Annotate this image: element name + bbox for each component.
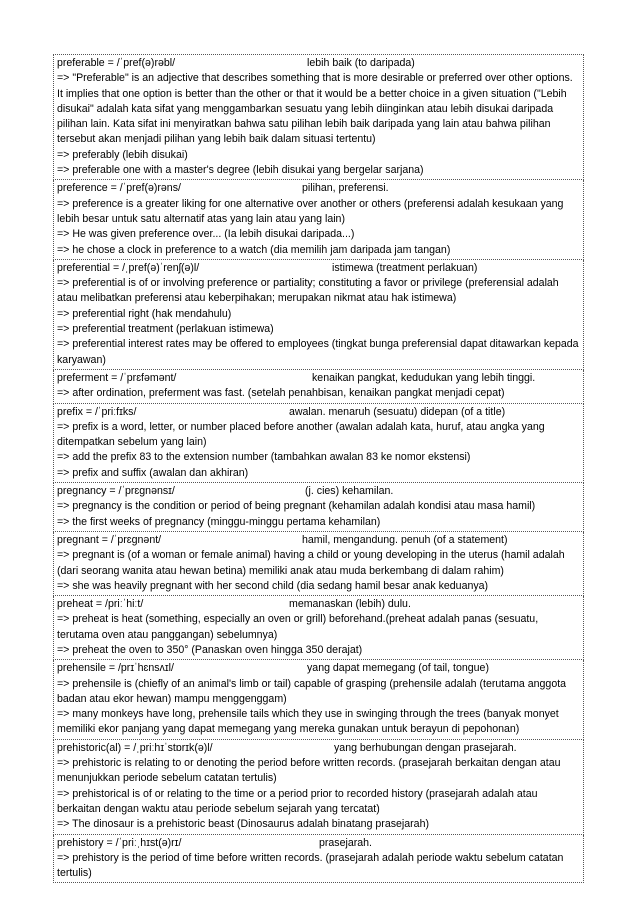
dictionary-entry xyxy=(53,260,584,370)
entry-example-line: => preferential is of or involving preference or partiality; constituting a favor or privilege (preferensial adalah atau melibatkan preferensi atau keberpihakan; merupakan nikmat atau hak istimewa) xyxy=(57,277,559,305)
entry-term: pregnancy = /ˈprɛgnənsɪ/ xyxy=(57,485,175,498)
entry-meaning: hamil, mengandung. penuh (of a statement) xyxy=(302,533,508,546)
entry-headline xyxy=(57,56,580,71)
entry-term: prefix = /ˈpriːfɪks/ xyxy=(57,405,137,418)
entry-meaning: pilihan, preferensi. xyxy=(302,182,389,195)
entry-term: prehensile = /prɪˈhɛnsʌɪl/ xyxy=(57,662,174,675)
entry-meaning: yang berhubungan dengan prasejarah. xyxy=(334,741,517,754)
entry-headline xyxy=(57,533,580,548)
entry-term: preferential = /ˌpref(ə)ˈrenʃ(ə)l/ xyxy=(57,261,200,274)
entry-meaning: kenaikan pangkat, kedudukan yang lebih tinggi. xyxy=(312,371,536,384)
entry-headline xyxy=(57,597,580,612)
entry-example-line: => prefix is a word, letter, or number placed before another (awalan adalah kata, huruf, atau angka yang ditempatkan sebelum yang lain) xyxy=(57,420,545,449)
entry-headline xyxy=(57,261,580,276)
entry-example-line: => the first weeks of pregnancy (minggu-minggu pertama kehamilan) xyxy=(57,515,381,528)
dictionary-entry xyxy=(53,180,584,259)
entry-example-line: => preheat is heat (something, especially an oven or grill) beforehand.(preheat adalah panas (sesuatu, terutama oven atau panggangan) sebelumnya) xyxy=(57,613,539,641)
dictionary-entry xyxy=(53,54,584,180)
entry-example-line: => prehensile is (chiefly of an animal's limb or tail) capable of grasping (prehensile adalah (terutama anggota badan atau ekor hewan) mampu menggenggam) xyxy=(57,677,567,705)
entry-meaning: memanaskan (lebih) dulu. xyxy=(289,598,411,611)
entry-example-line: => prehistorical is of or relating to the time or a period prior to recorded history (prasejarah adalah atau berkaitan dengan waktu atau periode sebelum sejarah yang tercatat) xyxy=(57,787,538,815)
dictionary-entry xyxy=(53,835,584,884)
dictionary-entry xyxy=(53,660,584,739)
entry-headline xyxy=(57,181,580,196)
entry-example-line: => prefix and suffix (awalan dan akhiran) xyxy=(57,466,249,479)
entry-example-line: => preferential interest rates may be offered to employees (tingkat bunga preferensial dapat ditawarkan kepada karyawan) xyxy=(57,338,579,366)
entry-example-line: => add the prefix 83 to the extension number (tambahkan awalan 83 ke nomor ekstensi) xyxy=(57,451,471,464)
dictionary-entry xyxy=(53,370,584,404)
entry-term: preferable = /ˈpref(ə)rəbl/ xyxy=(57,57,176,69)
entry-example-line: => "Preferable" is an adjective that describes something that is more desirable or preferred over other options. It implies that one option is better than the other or that it would be a better choice in a given situation ("Lebih disukai" adalah kata sifat yang menggambarkan sesuatu yang lebih diinginkan atau lebih disukai daripada pilihan lain. Kata sifat ini menyiratkan bahwa satu pilihan lebih baik daripada yang lain atau bahwa pilihan tersebut akan menjadi pilihan yang lebih baik dalam situasi tertentu) xyxy=(57,72,573,146)
entry-meaning: yang dapat memegang (of tail, tongue) xyxy=(307,662,489,675)
entry-example-line: => after ordination, preferment was fast. (setelah penahbisan, kenaikan pangkat menjadi cepat) xyxy=(57,387,505,400)
entry-headline xyxy=(57,484,580,499)
entry-example-line: => preferential right (hak mendahulu) xyxy=(57,307,232,320)
entry-example-line: => preferential treatment (perlakuan istimewa) xyxy=(57,323,274,336)
entry-term: prehistory = /ˈpriːˌhɪst(ə)rɪ/ xyxy=(57,836,182,849)
entry-headline xyxy=(57,371,580,386)
entry-example-line: => prehistory is the period of time before written records. (prasejarah adalah periode waktu sebelum catatan tertulis) xyxy=(57,851,564,880)
entry-meaning: awalan. menaruh (sesuatu) didepan (of a title) xyxy=(289,405,506,418)
entry-example-line: => He was given preference over... (Ia lebih disukai daripada...) xyxy=(57,228,355,241)
entry-meaning: istimewa (treatment perlakuan) xyxy=(332,261,478,274)
entry-term: prehistoric(al) = /ˌpriːhɪˈstɒrɪk(ə)l/ xyxy=(57,741,213,754)
dictionary-entries xyxy=(53,54,584,883)
entry-headline xyxy=(57,661,580,676)
entry-example-line: => she was heavily pregnant with her second child (dia sedang hamil besar anak keduanya) xyxy=(57,579,489,592)
entry-example-line: => many monkeys have long, prehensile tails which they use in swinging through the trees (banyak monyet memiliki ekor panjang yang dapat memegang yang mereka gunakan untuk berayun di pepohonan) xyxy=(57,708,559,736)
dictionary-entry xyxy=(53,596,584,660)
entry-term: preheat = /priːˈhiːt/ xyxy=(57,598,144,611)
entry-example-line: => preferable one with a master's degree (lebih disukai yang bergelar sarjana) xyxy=(57,164,424,177)
entry-headline xyxy=(57,836,580,851)
entry-example-line: => preheat the oven to 350° (Panaskan oven hingga 350 derajat) xyxy=(57,643,363,656)
entry-example-line: => pregnancy is the condition or period of being pregnant (kehamilan adalah kondisi atau masa hamil) xyxy=(57,500,536,513)
entry-example-line: => pregnant is (of a woman or female animal) having a child or young developing in the uterus (hamil adalah (dari seorang wanita atau hewan betina) memiliki anak atau muda berkembang di dalam rahim) xyxy=(57,549,565,577)
entry-term: pregnant = /ˈprɛgnənt/ xyxy=(57,533,162,546)
entry-headline xyxy=(57,405,580,420)
entry-example-line: => prehistoric is relating to or denoting the period before written records. (prasejarah berkaitan dengan atau menunjukkan periode sebelum catatan tertulis) xyxy=(57,757,561,785)
dictionary-entry xyxy=(53,404,584,483)
entry-example-line: => preferably (lebih disukai) xyxy=(57,148,188,161)
entry-example-line: => The dinosaur is a prehistoric beast (Dinosaurus adalah binatang prasejarah) xyxy=(57,818,429,831)
entry-term: preferment = /ˈprɛfəmənt/ xyxy=(57,371,177,384)
entry-term: preference = /ˈpref(ə)rəns/ xyxy=(57,182,181,195)
entry-meaning: (j. cies) kehamilan. xyxy=(305,485,394,498)
entry-example-line: => he chose a clock in preference to a watch (dia memilih jam daripada jam tangan) xyxy=(57,243,451,256)
entry-example-line: => preference is a greater liking for one alternative over another or others (preferensi adalah kesukaan yang lebih besar untuk satu alternatif atas yang lain atau yang lain) xyxy=(57,197,564,225)
entry-meaning: prasejarah. xyxy=(319,836,372,849)
dictionary-entry xyxy=(53,532,584,596)
dictionary-entry xyxy=(53,483,584,532)
dictionary-entry xyxy=(53,740,584,835)
entry-headline xyxy=(57,741,580,756)
entry-meaning: lebih baik (to daripada) xyxy=(307,57,415,69)
